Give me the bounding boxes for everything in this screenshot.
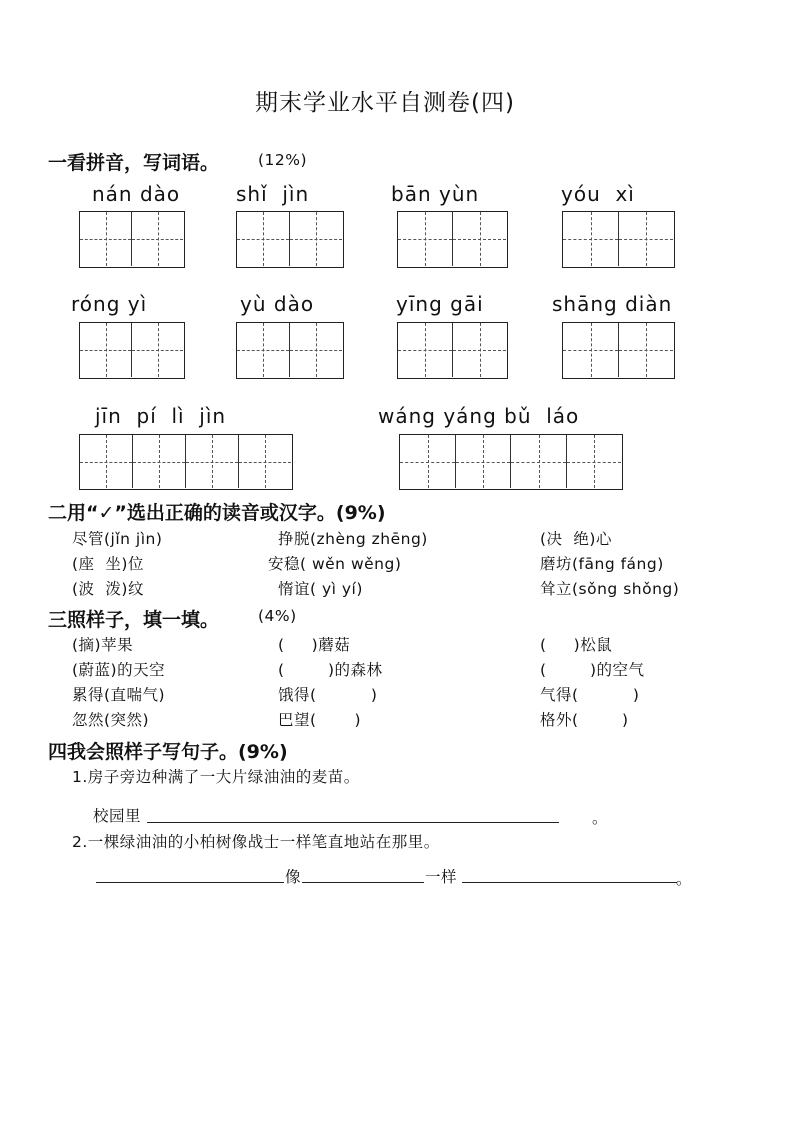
writing-cell[interactable] (511, 435, 567, 488)
choice-item[interactable]: 挣脱(zhèng zhēng) (278, 530, 428, 548)
answer-2-end: 。 (676, 870, 693, 888)
pinyin-label: shǐ jìn (236, 182, 310, 206)
section2-heading: 二用“✓”选出正确的读音或汉字。(9%) (48, 502, 386, 524)
writing-grid[interactable] (562, 211, 675, 268)
fill-item[interactable]: 格外( ) (540, 711, 629, 729)
writing-grid[interactable] (79, 322, 185, 379)
choice-item[interactable]: 尽管(jǐn jìn) (72, 530, 163, 548)
answer-2-same: 一样 (425, 868, 458, 886)
pinyin-label: róng yì (71, 292, 148, 316)
fill-item[interactable]: ( )的森林 (278, 661, 383, 679)
choice-item[interactable]: (决 绝)心 (540, 530, 612, 548)
writing-grid[interactable] (399, 434, 623, 490)
answer-1-end: 。 (592, 809, 609, 827)
choice-item[interactable]: 安稳( wěn wěng) (268, 555, 402, 573)
writing-cell[interactable] (132, 212, 183, 266)
answer-2-line-b[interactable] (302, 882, 424, 883)
section1-heading: 一看拼音，写词语。 (48, 152, 220, 174)
writing-cell[interactable] (563, 323, 619, 377)
question-1: 1.房子旁边种满了一大片绿油油的麦苗。 (72, 768, 360, 786)
section3-score: (4%) (258, 607, 297, 625)
fill-item[interactable]: ( )松鼠 (540, 636, 613, 654)
writing-cell[interactable] (239, 435, 291, 488)
section3-heading: 三照样子，填一填。 (48, 609, 220, 631)
writing-cell[interactable] (290, 212, 342, 266)
writing-grid[interactable] (79, 211, 185, 268)
fill-item[interactable]: 气得( ) (540, 686, 640, 704)
example-item: (摘)苹果 (72, 636, 134, 654)
pinyin-label: yù dào (240, 292, 315, 316)
writing-cell[interactable] (80, 435, 133, 488)
writing-grid[interactable] (236, 211, 344, 268)
section1-score: (12%) (258, 151, 308, 169)
answer-1-line[interactable] (147, 822, 559, 823)
answer-2-line-a[interactable] (96, 882, 284, 883)
fill-item[interactable]: ( )蘑菇 (278, 636, 351, 654)
pinyin-label: shāng diàn (552, 292, 673, 316)
writing-cell[interactable] (453, 212, 506, 266)
fill-item[interactable]: 巴望( ) (278, 711, 362, 729)
choice-item[interactable]: 惰谊( yì yí) (278, 580, 363, 598)
pinyin-label: jīn pí lì jìn (95, 404, 227, 428)
example-item: 忽然(突然) (72, 711, 150, 729)
writing-cell[interactable] (132, 323, 183, 377)
section4-heading: 四我会照样子写句子。(9%) (48, 741, 288, 763)
writing-cell[interactable] (398, 323, 453, 377)
writing-cell[interactable] (453, 323, 506, 377)
answer-1-prefix: 校园里 (93, 807, 142, 825)
writing-grid[interactable] (562, 322, 675, 379)
pinyin-label: wáng yáng bǔ láo (378, 404, 580, 428)
writing-cell[interactable] (398, 212, 453, 266)
pinyin-label: yóu xì (561, 182, 635, 206)
fill-item[interactable]: 饿得( ) (278, 686, 378, 704)
question-2: 2.一棵绿油油的小柏树像战士一样笔直地站在那里。 (72, 833, 440, 851)
fill-item[interactable]: ( )的空气 (540, 661, 645, 679)
example-item: 累得(直喘气) (72, 686, 166, 704)
writing-grid[interactable] (397, 211, 508, 268)
writing-cell[interactable] (567, 435, 621, 488)
writing-cell[interactable] (619, 323, 673, 377)
writing-grid[interactable] (236, 322, 344, 379)
answer-2-line-c[interactable] (462, 882, 677, 883)
pinyin-label: bān yùn (391, 182, 480, 206)
writing-cell[interactable] (237, 212, 290, 266)
choice-item[interactable]: 耸立(sǒng shǒng) (540, 580, 680, 598)
writing-cell[interactable] (80, 212, 132, 266)
writing-cell[interactable] (400, 435, 456, 488)
writing-cell[interactable] (563, 212, 619, 266)
example-item: (蔚蓝)的天空 (72, 661, 166, 679)
writing-cell[interactable] (237, 323, 290, 377)
writing-cell[interactable] (456, 435, 511, 488)
writing-cell[interactable] (290, 323, 342, 377)
pinyin-label: yīng gāi (396, 292, 484, 316)
pinyin-label: nán dào (92, 182, 181, 206)
writing-cell[interactable] (186, 435, 239, 488)
answer-2-like: 像 (285, 868, 302, 886)
writing-grid[interactable] (79, 434, 293, 490)
writing-grid[interactable] (397, 322, 508, 379)
page-title: 期末学业水平自测卷(四) (255, 90, 515, 116)
writing-cell[interactable] (133, 435, 186, 488)
choice-item[interactable]: (波 泼)纹 (72, 580, 144, 598)
writing-cell[interactable] (619, 212, 673, 266)
choice-item[interactable]: 磨坊(fāng fáng) (540, 555, 664, 573)
choice-item[interactable]: (座 坐)位 (72, 555, 144, 573)
writing-cell[interactable] (80, 323, 132, 377)
